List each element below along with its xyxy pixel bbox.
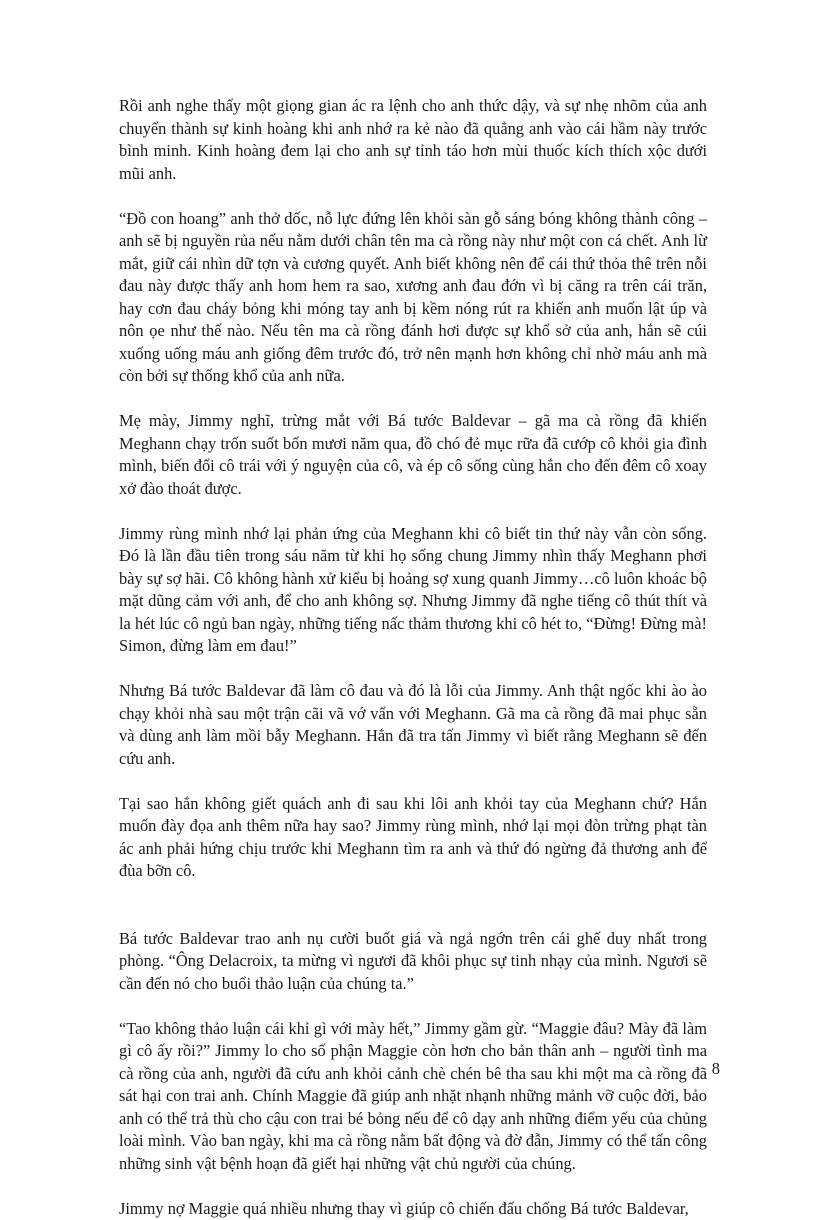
paragraph: Mẹ mày, Jimmy nghĩ, trừng mắt với Bá tước Baldevar – gã ma cà rồng đã khiến Meghann chạy trốn suốt bốn mươi năm qua, đồ chó đẻ mục rữa đã cướp cô khỏi gia đình mình, biến đổi cô trái với ý nguyện của cô, và ép cô sống cùng hắn cho đến đêm cô xoay xở đào thoát được. (119, 410, 707, 500)
paragraph: Jimmy nợ Maggie quá nhiều nhưng thay vì giúp cô chiến đấu chống Bá tước Baldevar, (119, 1198, 707, 1220)
paragraph: Tại sao hắn không giết quách anh đi sau khi lôi anh khỏi tay của Meghann chứ? Hắn muốn đày đọa anh thêm nữa hay sao? Jimmy rùng mình, nhớ lại mọi đòn trừng phạt tàn ác anh phải hứng chịu trước khi Meghann tìm ra anh và thứ đó ngừng đả thương anh để đùa bỡn cô. (119, 793, 707, 883)
paragraph: Jimmy rùng mình nhớ lại phản ứng của Meghann khi cô biết tin thứ này vẫn còn sống. Đó là lần đầu tiên trong sáu năm từ khi họ sống chung Jimmy nhìn thấy Meghann phơi bày sự sợ hãi. Cô không hành xử kiểu bị hoảng sợ xung quanh Jimmy…cô luôn khoác bộ mặt dũng cảm với anh, để cho anh không sợ. Nhưng Jimmy đã nghe tiếng cô thút thít và la hét lúc cô ngủ ban ngày, những tiếng nấc thảm thương khi cô hét to, “Đừng! Đừng mà! Simon, đừng làm em đau!” (119, 523, 707, 658)
paragraph: Nhưng Bá tước Baldevar đã làm cô đau và đó là lỗi của Jimmy. Anh thật ngốc khi ào ào chạy khỏi nhà sau một trận cãi vã vớ vẩn với Meghann. Gã ma cà rồng đã mai phục sẵn và dùng anh làm mồi bẫy Meghann. Hắn đã tra tấn Jimmy vì biết rằng Meghann sẽ đến cứu anh. (119, 680, 707, 770)
page-number: 8 (690, 1059, 720, 1079)
paragraph: “Tao không thảo luận cái khỉ gì với mày hết,” Jimmy gầm gừ. “Maggie đâu? Mày đã làm gì cô ấy rồi?” Jimmy lo cho số phận Maggie còn hơn cho bản thân anh – người tình ma cà rồng của anh, người đã cứu anh khỏi cảnh chè chén bê tha sau khi một ma cà rồng đã sát hại con trai anh. Chính Maggie đã giúp anh nhặt nhạnh những mảnh vỡ cuộc đời, bảo anh có thể trả thù cho cậu con trai bé bỏng nếu để cô dạy anh những điểm yếu của chủng loài mình. Vào ban ngày, khi ma cà rồng nằm bất động và đờ đẫn, Jimmy có thể tấn công những sinh vật bệnh hoạn đã giết hại những vật chủ người của chúng. (119, 1018, 707, 1176)
paragraph: Bá tước Baldevar trao anh nụ cười buốt giá và ngả ngớn trên cái ghế duy nhất trong phòng. “Ông Delacroix, ta mừng vì ngươi đã khôi phục sự tinh nhạy của mình. Ngươi sẽ cần đến nó cho buổi thảo luận của chúng ta.” (119, 928, 707, 996)
document-body (119, 95, 707, 1220)
paragraph: Rồi anh nghe thấy một giọng gian ác ra lệnh cho anh thức dậy, và sự nhẹ nhõm của anh chuyển thành sự kinh hoàng khi anh nhớ ra kẻ nào đã quẳng anh vào cái hầm này trước bình minh. Kinh hoàng đem lại cho anh sự tỉnh táo hơn mùi thuốc kích thích xộc dưới mũi anh. (119, 95, 707, 185)
paragraph: “Đồ con hoang” anh thở dốc, nỗ lực đứng lên khỏi sàn gỗ sáng bóng không thành công – anh sẽ bị nguyền rủa nếu nằm dưới chân tên ma cà rồng này như một con cá chết. Anh lừ mắt, giữ cái nhìn dữ tợn và cương quyết. Anh biết không nên để cái thứ thỏa thê trên nỗi đau này được thấy anh hom hem ra sao, xương anh đau đớn vì bị căng ra trên cái trăn, hay cơn đau cháy bỏng khi móng tay anh bị kềm nóng rút ra khiến anh muốn lật úp và nôn ọe như thế nào. Nếu tên ma cà rồng đánh hơi được sự khổ sở của anh, hắn sẽ cúi xuống uống máu anh giống đêm trước đó, trở nên mạnh hơn không chỉ nhờ máu anh mà còn bởi sự thống khổ của anh nữa. (119, 208, 707, 388)
